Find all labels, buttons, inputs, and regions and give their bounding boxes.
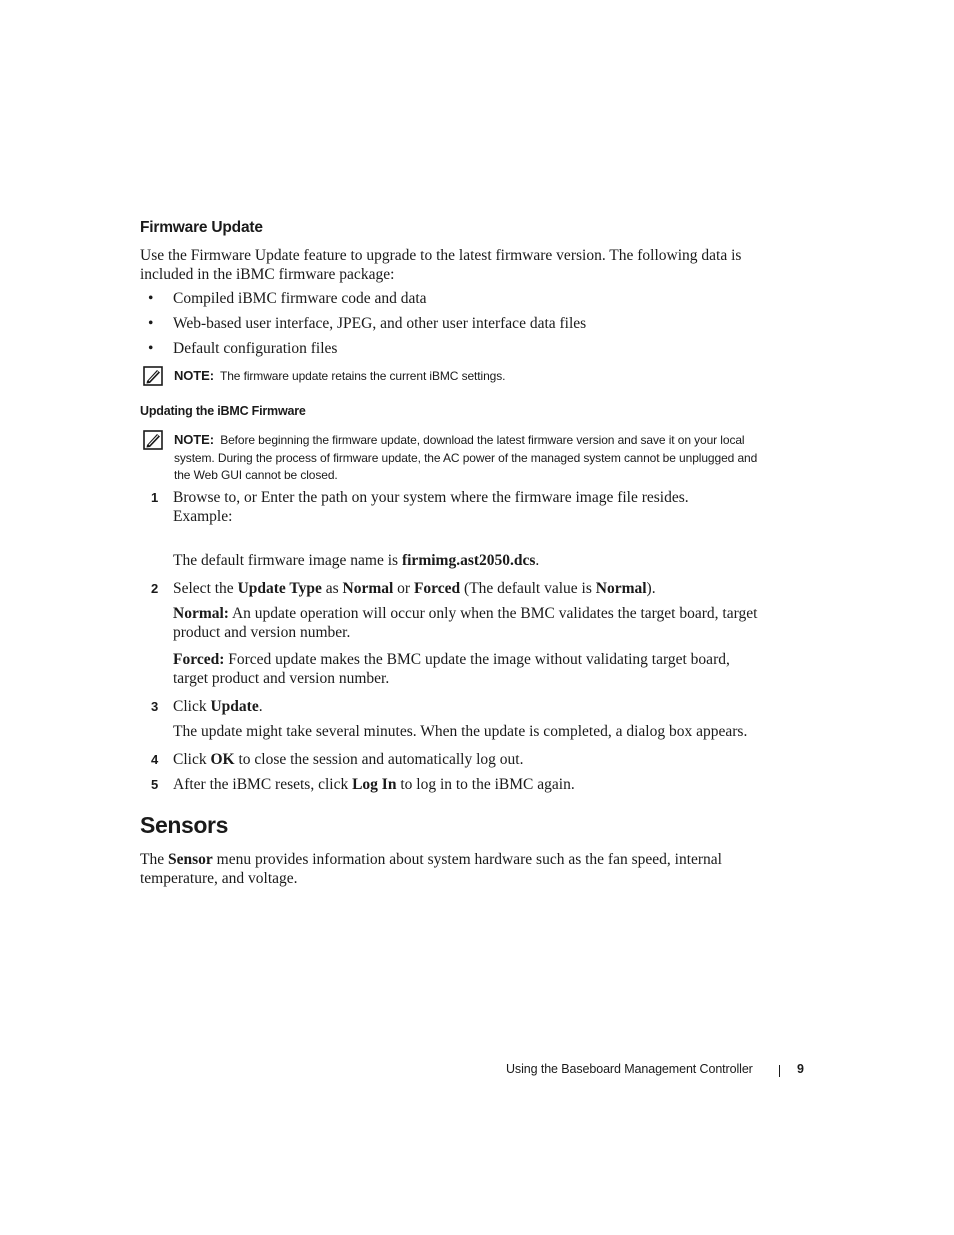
footer-chapter-title: Using the Baseboard Management Controller: [506, 1062, 753, 1076]
text-run: or: [393, 580, 414, 597]
text-run: Select the: [173, 580, 238, 597]
step-number: 4: [151, 752, 159, 767]
ui-term-sensor: Sensor: [167, 851, 213, 868]
intro-paragraph: Use the Firmware Update feature to upgrade to the latest firmware version. The following data is included in the iBMC firmware package:: [140, 247, 742, 283]
note-callout: [174, 431, 764, 485]
forced-label: Forced:: [173, 651, 225, 668]
text-run: After the iBMC resets, click: [173, 776, 353, 793]
text-run: Click: [173, 698, 211, 715]
text-run: ).: [646, 580, 656, 597]
ui-term-forced: Forced: [413, 580, 461, 597]
step-number: 1: [151, 490, 159, 505]
ui-term-ok: OK: [210, 751, 235, 768]
footer-page-number: 9: [797, 1062, 804, 1076]
section-heading-sensors: Sensors: [140, 812, 228, 838]
text-run: to close the session and automatically log out.: [234, 751, 524, 768]
step-number: 3: [151, 699, 159, 714]
ui-term-update: Update: [210, 698, 259, 715]
sensors-paragraph: [140, 850, 740, 888]
step-number: 2: [151, 581, 159, 596]
note-body: Before beginning the firmware update, download the latest firmware version and save it on your local system. During the process of firmware update, the AC power of the managed system cannot be unplugged and the Web GUI cannot be closed.: [174, 433, 758, 482]
ui-term-normal: Normal: [595, 580, 647, 597]
normal-text: An update operation will occur only when the BMC validates the target board, target product and version number.: [173, 605, 758, 641]
subsection-heading-updating: Updating the iBMC Firmware: [140, 404, 306, 418]
default-name-prefix: The default firmware image name is: [173, 552, 402, 569]
text-run: menu provides information about system hardware such as the fan speed, internal temperature, and voltage.: [140, 851, 722, 887]
text-run: to log in to the iBMC again.: [396, 776, 575, 793]
ui-term-log-in: Log In: [352, 776, 397, 793]
step-1-example-label: Example:: [173, 508, 233, 525]
bullet-item: Compiled iBMC firmware code and data: [173, 290, 427, 307]
note-label: NOTE:: [174, 368, 214, 383]
text-run: .: [258, 698, 263, 715]
ui-term-normal: Normal: [342, 580, 394, 597]
note-pencil-icon: [143, 366, 163, 386]
text-run: Click: [173, 751, 211, 768]
step-1-instruction: Browse to, or Enter the path on your system where the firmware image file resides.: [173, 489, 689, 506]
step-3-text: [173, 697, 773, 716]
bullet-marker: •: [148, 315, 154, 332]
bullet-item: Default configuration files: [173, 340, 338, 357]
normal-label: Normal:: [173, 605, 229, 622]
step-1-default-name: [173, 551, 773, 570]
section-heading-firmware-update: Firmware Update: [140, 219, 263, 236]
note-pencil-icon: [143, 430, 163, 450]
step-4-text: [173, 750, 773, 769]
default-firmware-filename: firmimg.ast2050.dcs: [401, 552, 536, 569]
note-callout: [174, 367, 764, 386]
bullet-item: Web-based user interface, JPEG, and other user interface data files: [173, 315, 587, 332]
forced-description: [173, 650, 763, 688]
text-run: as: [321, 580, 343, 597]
text-run: The: [140, 851, 168, 868]
note-body: The firmware update retains the current iBMC settings.: [219, 369, 506, 383]
note-label: NOTE:: [174, 432, 214, 447]
normal-description: [173, 604, 763, 642]
step-1-text: [173, 488, 773, 526]
ui-term-update-type: Update Type: [237, 580, 322, 597]
footer-separator: [779, 1065, 780, 1077]
default-name-suffix: .: [535, 552, 540, 569]
bullet-marker: •: [148, 340, 154, 357]
bullet-marker: •: [148, 290, 154, 307]
step-2-text: [173, 579, 773, 598]
text-run: (The default value is: [460, 580, 596, 597]
forced-text: Forced update makes the BMC update the image without validating target board, target product and version number.: [173, 651, 730, 687]
step-3-detail: The update might take several minutes. When the update is completed, a dialog box appears.: [173, 723, 748, 740]
step-number: 5: [151, 777, 159, 792]
step-5-text: [173, 775, 773, 794]
